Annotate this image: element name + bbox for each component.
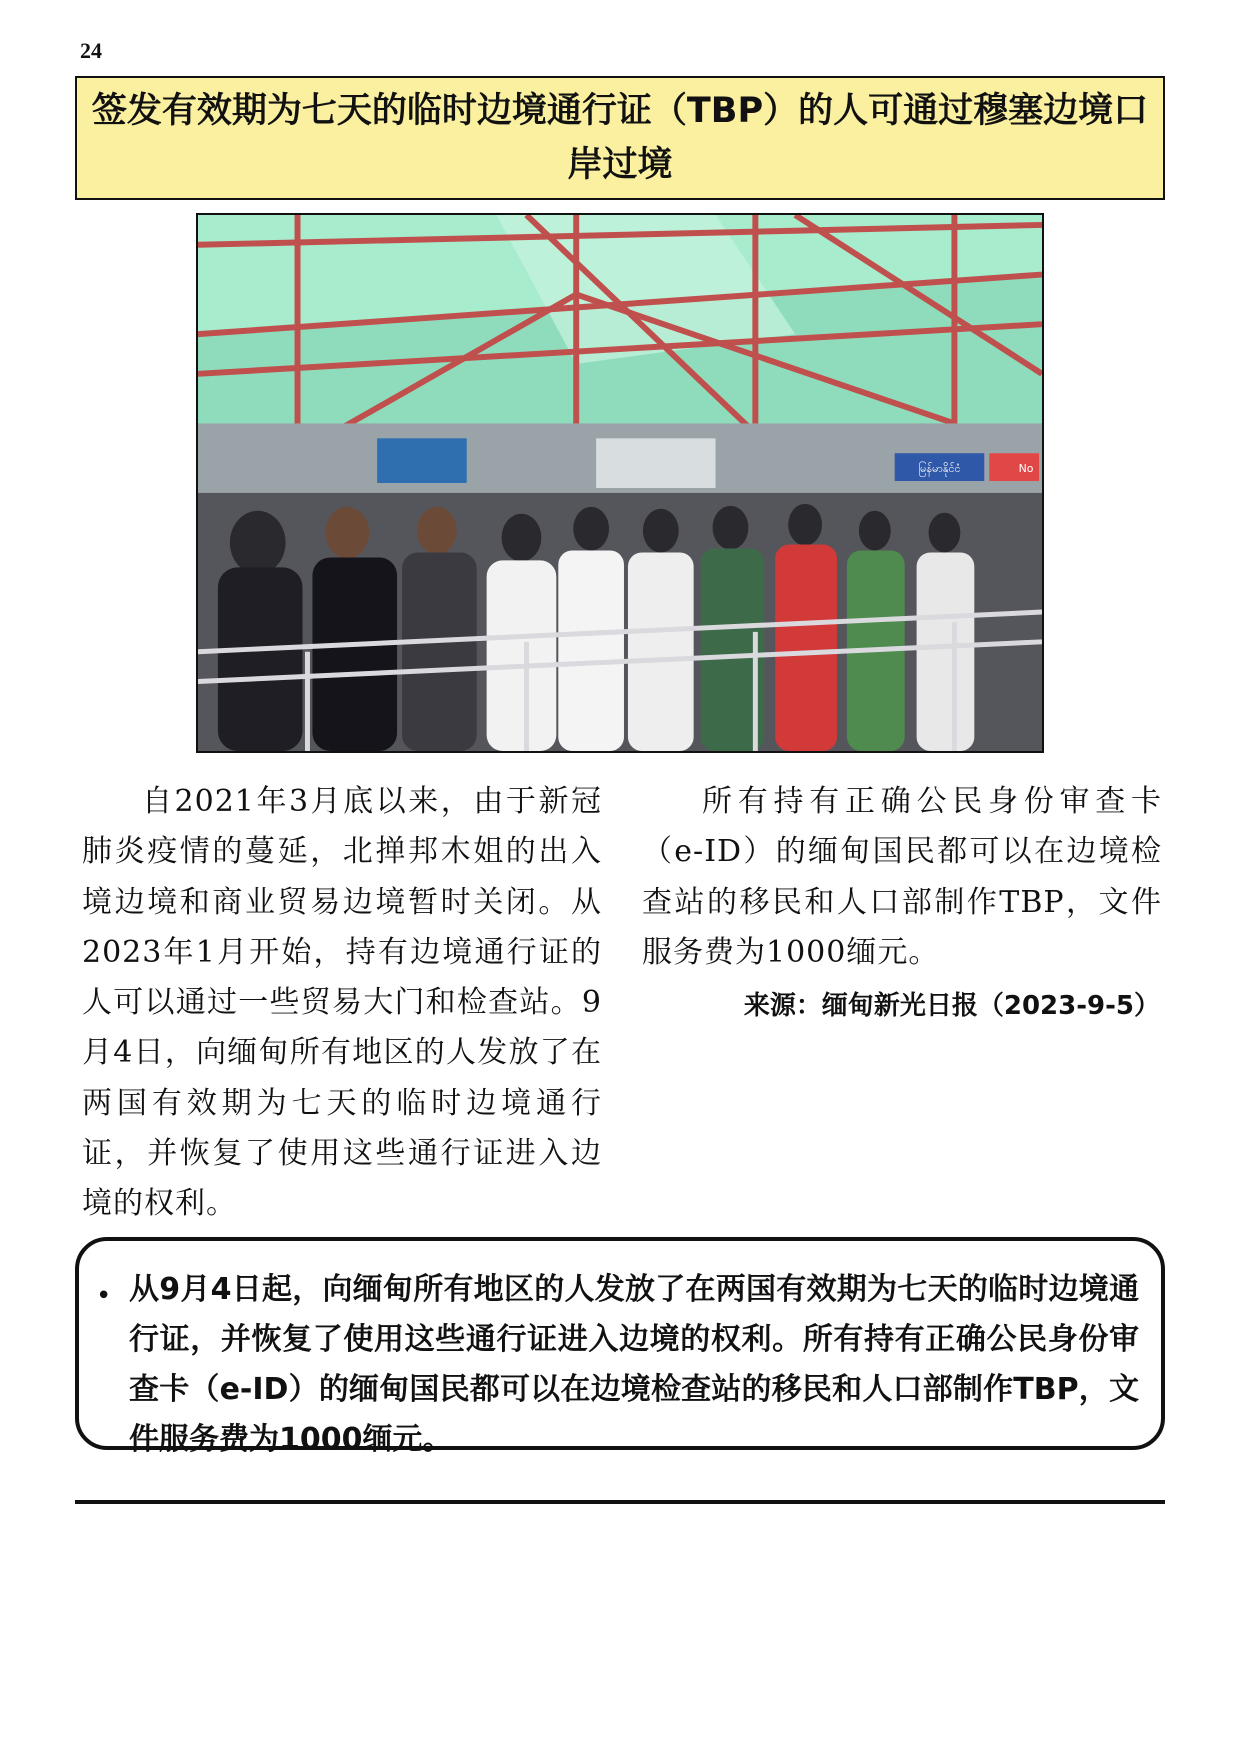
- article-paragraph-left: 自2021年3月底以来，由于新冠肺炎疫情的蔓延，北掸邦木姐的出入境边境和商业贸易边境暂时关闭。从2023年1月开始，持有边境通行证的人可以通过一些贸易大门和检查站。9月4日，向缅甸所有地区的人发放了在两国有效期为七天的临时边境通行证，并恢复了使用这些通行证进入边境的权利。: [82, 784, 602, 1222]
- page-number: 24: [80, 38, 102, 63]
- footer-divider: [75, 1500, 1165, 1504]
- article-photo: [196, 213, 1044, 753]
- article-paragraph-right: 所有持有正确公民身份审查卡（e-ID）的缅甸国民都可以在边境检查站的移民和人口部制作TBP，文件服务费为1000缅元。: [642, 784, 1162, 970]
- bullet-icon: •: [96, 1281, 112, 1311]
- summary-text: 从9月4日起，向缅甸所有地区的人发放了在两国有效期为七天的临时边境通行证，并恢复了使用这些通行证进入边境的权利。所有持有正确公民身份审查卡（e-ID）的缅甸国民都可以在边境检查站的移民和人口部制作TBP，文件服务费为1000缅元。: [129, 1272, 1139, 1457]
- photo-sign-no: No: [1018, 462, 1034, 476]
- border-crossing-photo: [198, 215, 1042, 751]
- article-source: 来源：缅甸新光日报（2023-9-5）: [743, 991, 1160, 1021]
- summary-box: [75, 1237, 1165, 1457]
- article-headline: 签发有效期为七天的临时边境通行证（TBP）的人可通过穆塞边境口岸过境: [91, 91, 1149, 185]
- photo-sign-myanmar: မြန်မာနိုင်ငံ: [918, 462, 961, 476]
- headline-box: [75, 76, 1165, 200]
